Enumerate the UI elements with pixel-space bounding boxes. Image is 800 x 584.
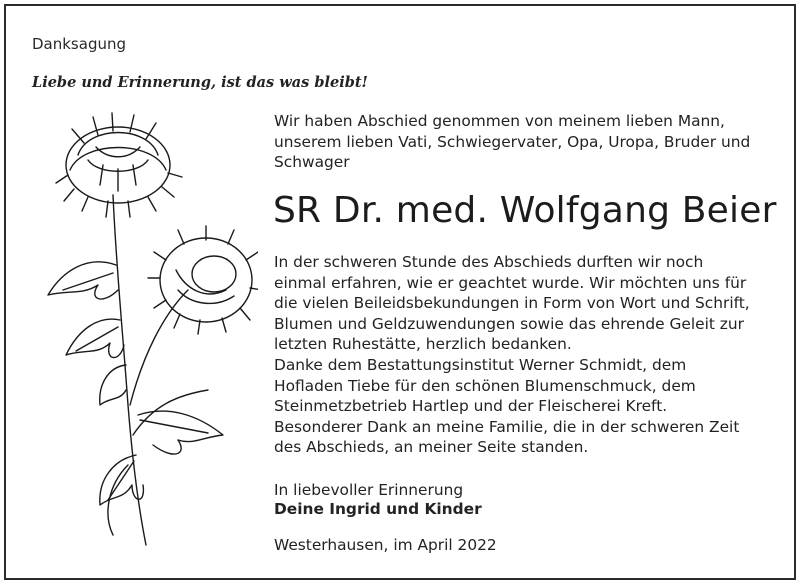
signature: Deine Ingrid und Kinder: [274, 500, 482, 518]
deceased-name: SR Dr. med. Wolfgang Beier: [273, 190, 777, 231]
notice-heading: Danksagung: [32, 35, 126, 53]
body-line: Besonderer Dank an meine Familie, die in der schweren Zeit: [274, 417, 740, 436]
intro-text: [274, 111, 784, 173]
body-line: einmal erfahren, wie er geachtet wurde. Wir möchten uns für: [274, 273, 747, 292]
body-line: letzten Ruhestätte, herzlich bedanken.: [274, 335, 572, 354]
body-line: Steinmetzbetrieb Hartlep und der Fleischerei Kreft.: [274, 397, 668, 416]
body-line: die vielen Beileidsbekundungen in Form von Wort und Schrift,: [274, 294, 750, 313]
body-text: [274, 252, 784, 458]
signoff: In liebevoller Erinnerung: [274, 481, 464, 499]
intro-line: Wir haben Abschied genommen von meinem lieben Mann,: [274, 112, 725, 130]
body-line: Danke dem Bestattungsinstitut Werner Schmidt, dem: [274, 355, 687, 374]
body-line: Blumen und Geldzuwendungen sowie das ehrende Geleit zur: [274, 314, 744, 333]
body-line: des Abschieds, an meiner Seite standen.: [274, 438, 589, 457]
intro-line: Schwager: [274, 153, 350, 172]
intro-line: unserem lieben Vati, Schwiegervater, Opa, Uropa, Bruder und: [274, 132, 751, 151]
body-line: Hofladen Tiebe für den schönen Blumenschmuck, dem: [274, 376, 696, 395]
place-date: Westerhausen, im April 2022: [274, 536, 497, 554]
body-line: In der schweren Stunde des Abschieds durften wir noch: [274, 253, 704, 271]
notice-motto: Liebe und Erinnerung, ist das was bleibt!: [32, 74, 368, 91]
chrysanthemum-illustration: [28, 105, 258, 555]
